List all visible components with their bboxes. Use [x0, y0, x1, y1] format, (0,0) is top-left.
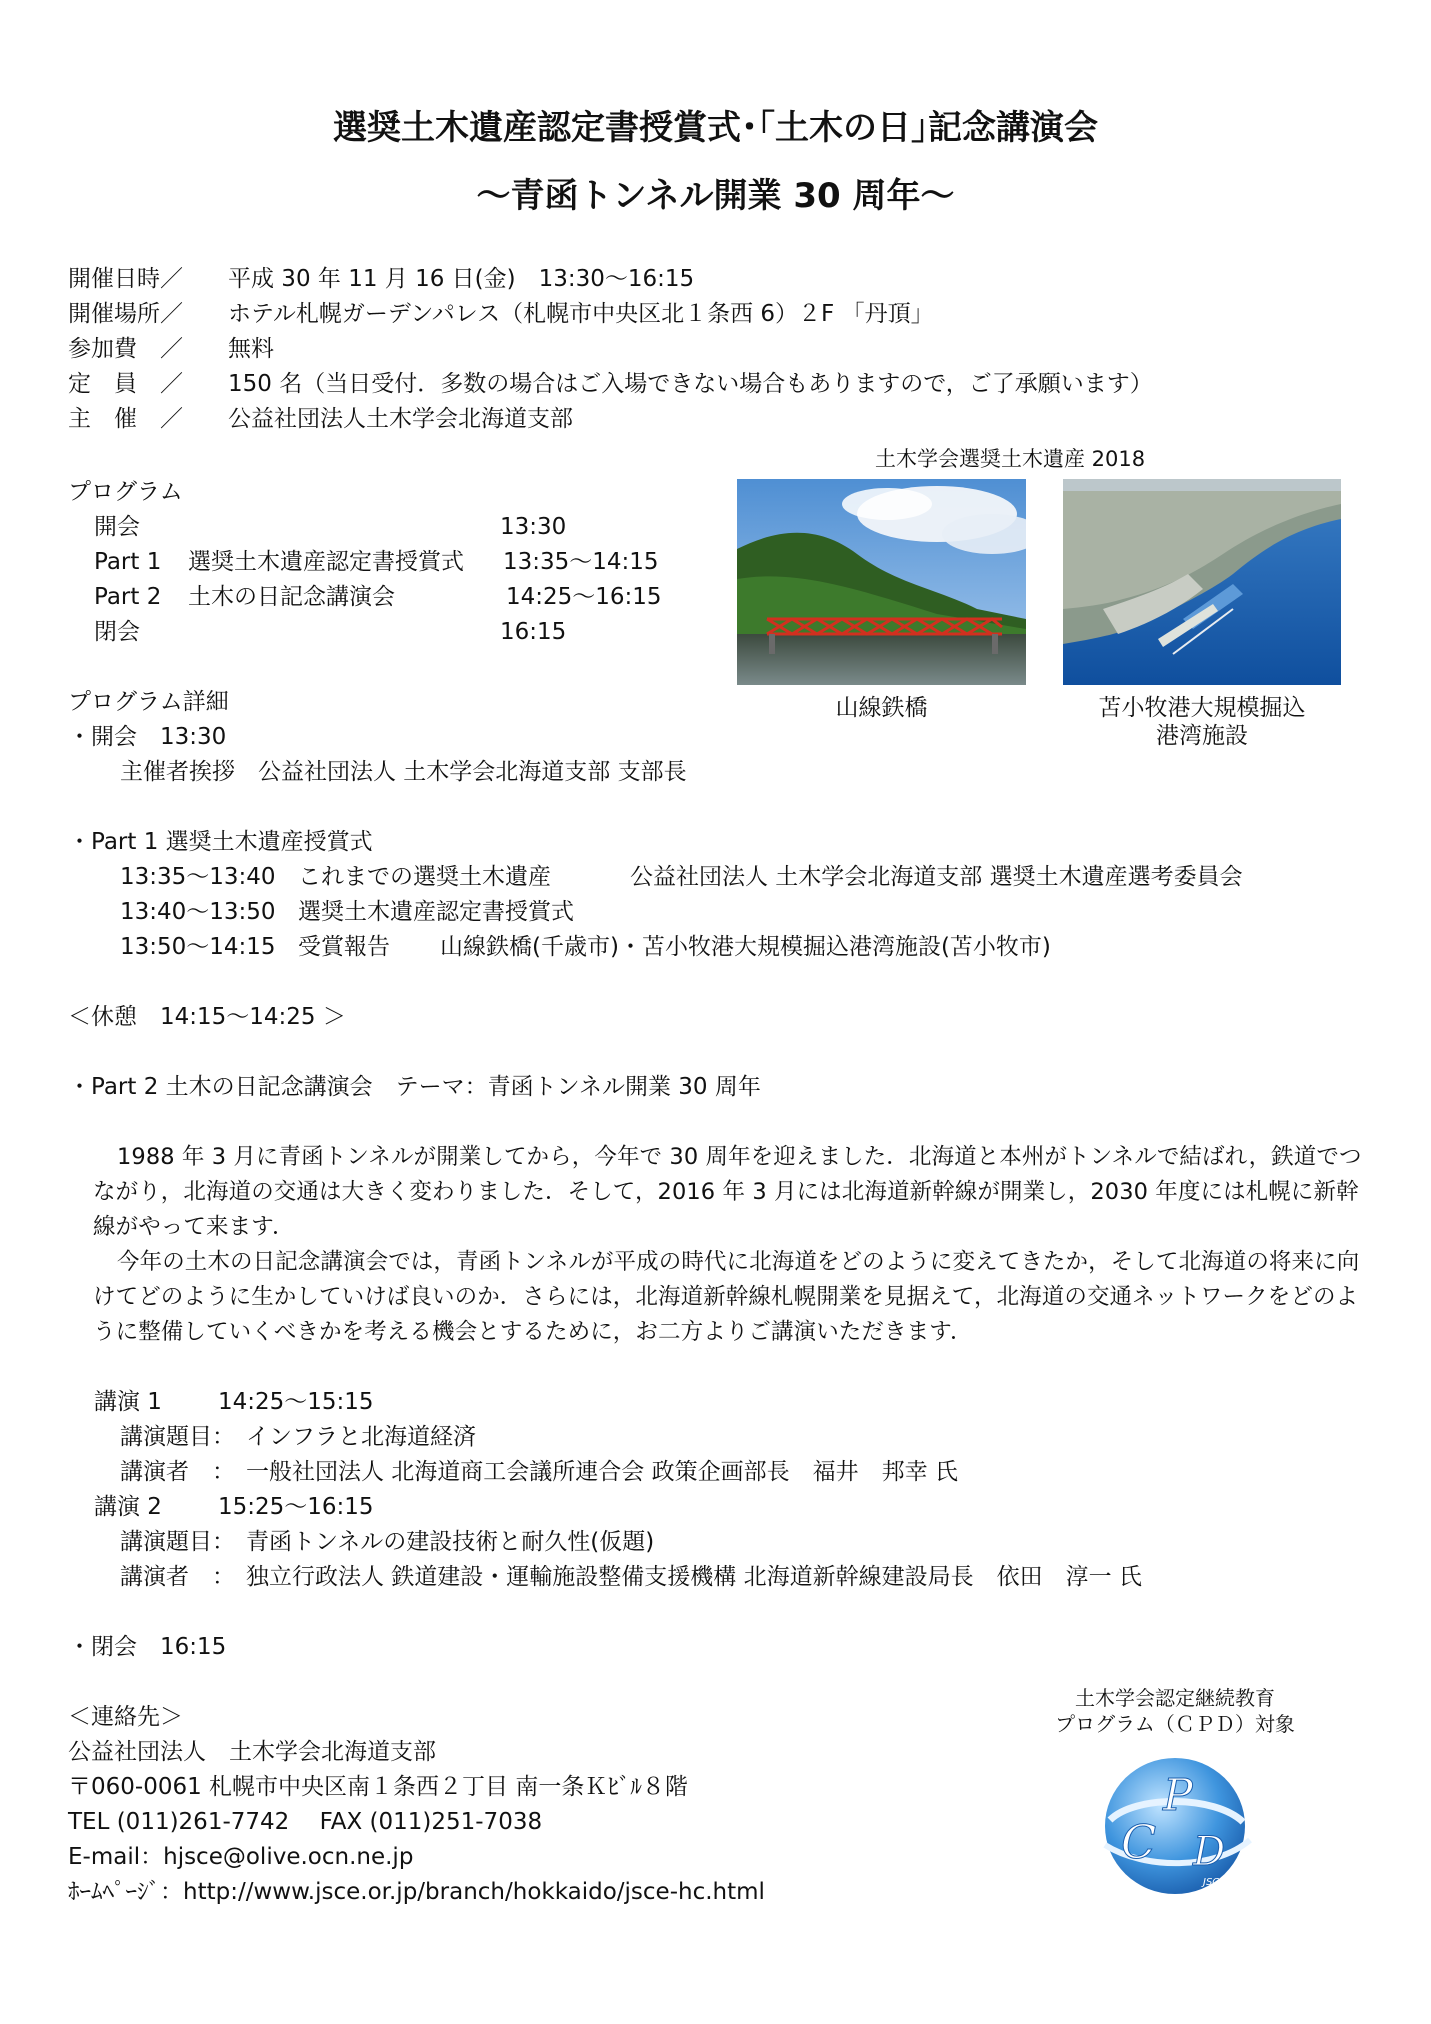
program-part: Part 2 [94, 584, 162, 610]
lecture-speaker-label: 講演者 ： [120, 1459, 235, 1485]
program-time: 13:30 [500, 514, 567, 540]
lecture-speaker-label: 講演者 ： [120, 1564, 235, 1590]
break-line: ＜休憩 14:15～14:25 ＞ [68, 1004, 346, 1030]
info-fee-label: 参加費 ／ [68, 336, 183, 362]
program-time: 13:35～14:15 [503, 549, 659, 575]
contact-org: 公益社団法人 土木学会北海道支部 [68, 1739, 436, 1765]
cpd-line1: 土木学会認定継続教育 [1075, 1686, 1275, 1710]
contact-tel-fax: TEL (011)261-7742 FAX (011)251-7038 [68, 1809, 543, 1835]
details-heading: プログラム詳細 [68, 689, 229, 715]
lecture-topic-label: 講演題目： [120, 1529, 235, 1555]
page-subtitle: ～青函トンネル開業 30 周年～ [476, 176, 955, 216]
info-organizer-value: 公益社団法人土木学会北海道支部 [228, 406, 573, 432]
part2-paragraph-2: 今年の土木の日記念講演会では，青函トンネルが平成の時代に北海道をどのように変えてきたか，そして北海道の将来に向けてどのように生かしていけば良いのか．さらには，北海道新幹線札幌開業を見据えて，北海道の交通ネットワークをどのように整備していくべきかを考える機会とするために，お二方よりご講演いただきます． [93, 1249, 1360, 1345]
lecture-number: 講演 1 [94, 1389, 162, 1415]
page-title: 選奨土木遺産認定書授賞式･｢土木の日｣記念講演会 [333, 108, 1098, 148]
bridge-photo [737, 479, 1026, 685]
part1-text: これまでの選奨土木遺産 [298, 864, 551, 890]
opening-title: ・開会 13:30 [68, 724, 227, 750]
lecture-time: 14:25～15:15 [218, 1389, 374, 1415]
cpd-logo-text: JSCE [1203, 1877, 1226, 1888]
lecture-time: 15:25～16:15 [218, 1494, 374, 1520]
cpd-logo [1075, 1740, 1275, 1900]
info-organizer [68, 402, 573, 437]
program-time: 16:15 [500, 619, 567, 645]
bridge-photo-image [737, 479, 1026, 685]
program-part: 閉会 [94, 619, 140, 645]
part1-org: 山線鉄橋(千歳市)・苫小牧港大規模掘込港湾施設(苫小牧市) [440, 934, 1051, 960]
lecture-topic-label: 講演題目： [120, 1424, 235, 1450]
program-name: 選奨土木遺産認定書授賞式 [188, 549, 464, 575]
info-date-label: 開催日時／ [68, 266, 183, 292]
info-fee [68, 332, 274, 367]
info-fee-value: 無料 [228, 336, 274, 362]
contact-homepage[interactable]: ﾎｰﾑﾍﾟｰｼﾞ：http://www.jsce.or.jp/branch/hokkaido/jsce-hc.html [68, 1879, 765, 1905]
info-venue-label: 開催場所／ [68, 301, 183, 327]
info-date-value: 平成 30 年 11 月 16 日(金) 13:30～16:15 [228, 266, 695, 292]
bridge-caption: 山線鉄橋 [835, 695, 928, 721]
svg-text:D: D [1193, 1829, 1226, 1875]
info-venue [68, 297, 934, 332]
lecture-topic: 青函トンネルの建設技術と耐久性(仮題) [246, 1529, 655, 1555]
info-capacity-label: 定 員 ／ [68, 371, 183, 397]
info-date [68, 262, 694, 297]
program-part: 開会 [94, 514, 140, 540]
port-caption-line1: 苫小牧港大規模掘込 [1098, 695, 1306, 721]
part1-text: 選奨土木遺産認定書授賞式 [298, 899, 574, 925]
opening-line: 主催者挨拶 公益社団法人 土木学会北海道支部 支部長 [120, 759, 687, 785]
program-heading: プログラム [68, 479, 183, 505]
contact-heading: ＜連絡先＞ [68, 1704, 183, 1730]
port-aerial-photo-image [1063, 479, 1341, 685]
part2-title: ・Part 2 土木の日記念講演会 テーマ：青函トンネル開業 30 周年 [68, 1074, 761, 1100]
info-capacity [68, 367, 1153, 402]
photos-caption: 土木学会選奨土木遺産 2018 [875, 447, 1146, 471]
cpd-line2: プログラム（ＣＰＤ）対象 [1055, 1712, 1295, 1736]
lecture-topic: インフラと北海道経済 [246, 1424, 476, 1450]
port-aerial-photo [1063, 479, 1341, 685]
part1-title: ・Part 1 選奨土木遺産授賞式 [68, 829, 373, 855]
info-capacity-value: 150 名（当日受付．多数の場合はご入場できない場合もありますので，ご了承願います） [228, 371, 1153, 397]
program-name: 土木の日記念講演会 [188, 584, 395, 610]
part1-time: 13:50～14:15 [120, 934, 276, 960]
program-time: 14:25～16:15 [506, 584, 662, 610]
part1-time: 13:35～13:40 [120, 864, 276, 890]
svg-text:C: C [1121, 1815, 1157, 1869]
part1-org: 公益社団法人 土木学会北海道支部 選奨土木遺産選考委員会 [630, 864, 1243, 890]
info-venue-value: ホテル札幌ガーデンパレス（札幌市中央区北１条西 6）２F 「丹頂」 [228, 301, 934, 327]
lecture-number: 講演 2 [94, 1494, 162, 1520]
closing-line: ・閉会 16:15 [68, 1634, 227, 1660]
svg-text:P: P [1163, 1770, 1193, 1821]
part1-time: 13:40～13:50 [120, 899, 276, 925]
program-part: Part 1 [94, 549, 162, 575]
contact-address: 〒060-0061 札幌市中央区南１条西２丁目 南一条Ｋﾋﾞﾙ８階 [68, 1774, 688, 1800]
part2-paragraph-1: 1988 年 3 月に青函トンネルが開業してから，今年で 30 周年を迎えました．北海道と本州がトンネルで結ばれ，鉄道でつながり，北海道の交通は大きく変わりました．そして，2016 年 3 月には北海道新幹線が開業し，2030 年度には札幌に新幹線がやって来ます． [93, 1144, 1362, 1240]
info-organizer-label: 主 催 ／ [68, 406, 183, 432]
contact-email[interactable]: E-mail：hjsce@olive.ocn.ne.jp [68, 1844, 414, 1870]
lecture-speaker: 一般社団法人 北海道商工会議所連合会 政策企画部長 福井 邦幸 氏 [246, 1459, 958, 1485]
cpd-globe-icon [1075, 1740, 1275, 1900]
part1-text: 受賞報告 [298, 934, 390, 960]
port-caption-line2: 港湾施設 [1156, 723, 1248, 749]
lecture-speaker: 独立行政法人 鉄道建設・運輸施設整備支援機構 北海道新幹線建設局長 依田 淳一 氏 [246, 1564, 1142, 1590]
